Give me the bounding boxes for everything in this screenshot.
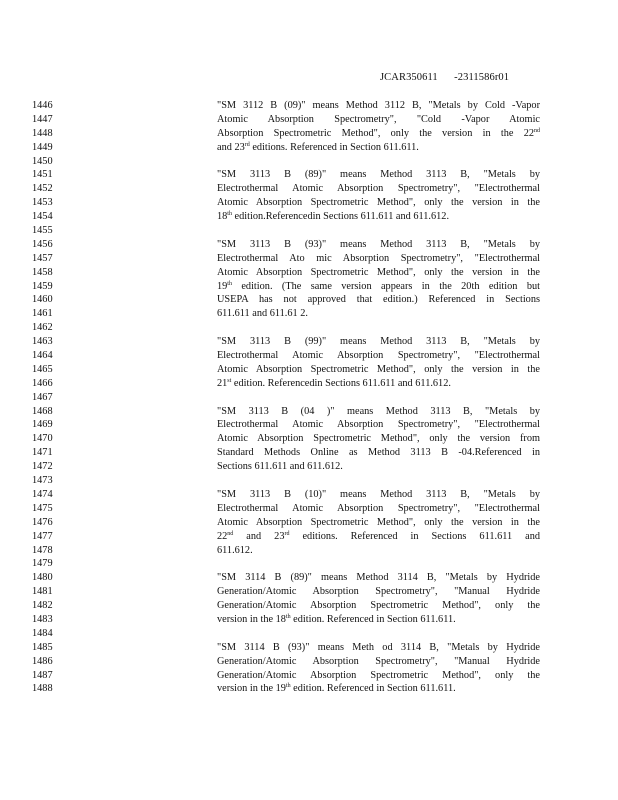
- line-number: 1480: [32, 572, 53, 584]
- text-run: edition. (The same version appears in the 20th edition but: [231, 280, 540, 292]
- line-number: 1449: [32, 141, 53, 153]
- text-line: [217, 599, 540, 613]
- blank-line: [217, 155, 540, 169]
- text-line: [217, 488, 540, 502]
- blank-line: [217, 391, 540, 405]
- text-line: [217, 280, 540, 294]
- line-number: 1463: [32, 336, 53, 348]
- text-run: edition. Referenced in Section 611.611.: [290, 683, 456, 695]
- line-number: 1461: [32, 308, 53, 320]
- text-line: [217, 530, 540, 544]
- line-number: 1452: [32, 183, 53, 195]
- text-line: [217, 613, 540, 627]
- text-run: edition. Referenced in Section 611.611.: [290, 613, 456, 625]
- line-number: 1464: [32, 350, 53, 362]
- document-body: [217, 99, 540, 696]
- text-line: [217, 363, 540, 377]
- line-number: 1476: [32, 516, 53, 528]
- text-run: 611.611 and 611.61 2.: [217, 308, 308, 320]
- line-number: 1477: [32, 530, 53, 542]
- line-number: 1451: [32, 169, 53, 181]
- text-line: [217, 335, 540, 349]
- line-number: 1479: [32, 558, 53, 570]
- text-run: 611.612.: [217, 544, 253, 556]
- text-line: [217, 377, 540, 391]
- line-number: 1446: [32, 100, 53, 111]
- text-run: Electrothermal Atomic Absorption Spectrometry", "Electrothermal: [217, 350, 540, 362]
- text-run: Generation/Atomic Absorption Spectrometric Method", only the: [217, 600, 540, 612]
- blank-line: [217, 321, 540, 335]
- text-line: [217, 405, 540, 419]
- text-line: [217, 238, 540, 252]
- text-run: "SM 3112 B (09)" means Method 3112 B, "Metals by Cold -Vapor: [217, 100, 540, 111]
- line-number: 1488: [32, 683, 53, 695]
- text-run: Atomic Absorption Spectrometric Method", only the version in the: [217, 266, 540, 278]
- text-run: "SM 3113 B (89)" means Method 3113 B, "Metals by: [217, 169, 540, 181]
- text-line: [217, 196, 540, 210]
- document-id: JCAR350611: [380, 72, 438, 83]
- text-line: [217, 127, 540, 141]
- line-number: 1485: [32, 641, 53, 653]
- blank-line: [217, 224, 540, 238]
- text-line: [217, 168, 540, 182]
- line-number: 1459: [32, 280, 53, 292]
- line-number: 1457: [32, 252, 53, 264]
- text-run: "SM 3113 B (04 )" means Method 3113 B, "Metals by: [217, 405, 540, 417]
- text-line: [217, 669, 540, 683]
- text-run: and 23: [217, 141, 245, 153]
- text-line: [217, 641, 540, 655]
- ordinal-suffix: th: [285, 613, 291, 620]
- text-line: [217, 418, 540, 432]
- text-run: version in the 19: [217, 683, 286, 695]
- text-line: [217, 682, 540, 696]
- line-number: 1467: [32, 391, 53, 403]
- ordinal-suffix: rd: [284, 530, 290, 537]
- line-number: 1447: [32, 113, 53, 125]
- document-header: [380, 72, 509, 83]
- text-run: "SM 3113 B (10)" means Method 3113 B, "Metals by: [217, 488, 540, 500]
- blank-line: [217, 557, 540, 571]
- line-number: 1456: [32, 238, 53, 250]
- line-number: 1453: [32, 197, 53, 209]
- text-run: 22: [217, 530, 228, 542]
- text-line: [217, 585, 540, 599]
- ordinal-suffix: rd: [244, 141, 250, 148]
- blank-line: [217, 474, 540, 488]
- text-line: [217, 210, 540, 224]
- text-run: "SM 3113 B (99)" means Method 3113 B, "Metals by: [217, 336, 540, 348]
- text-line: [217, 516, 540, 530]
- line-number-column: [32, 99, 72, 696]
- text-line: [217, 266, 540, 280]
- text-line: [217, 349, 540, 363]
- text-run: USEPA has not approved that edition.) Referenced in Sections: [217, 294, 540, 306]
- line-number: 1469: [32, 419, 53, 431]
- text-run: Standard Methods Online as Method 3113 B -04.Referenced in: [217, 447, 540, 459]
- document-revision: -2311586r01: [454, 72, 510, 83]
- text-line: [217, 655, 540, 669]
- text-line: [217, 502, 540, 516]
- line-number: 1470: [32, 433, 53, 445]
- text-line: [217, 293, 540, 307]
- line-number: 1484: [32, 627, 53, 639]
- line-number: 1481: [32, 586, 53, 598]
- text-run: 21: [217, 377, 228, 389]
- line-number: 1448: [32, 127, 53, 139]
- text-run: Atomic Absorption Spectrometric Method", only the version in the: [217, 363, 540, 375]
- line-number: 1478: [32, 544, 53, 556]
- text-line: [217, 182, 540, 196]
- line-number: 1482: [32, 600, 53, 612]
- text-run: editions. Referenced in Section 611.611.: [249, 141, 419, 153]
- ordinal-suffix: th: [227, 280, 232, 287]
- text-run: Electrothermal Atomic Absorption Spectrometry", "Electrothermal: [217, 183, 540, 195]
- text-run: Generation/Atomic Absorption Spectrometry", "Manual Hydride: [217, 586, 540, 598]
- line-number: 1486: [32, 655, 53, 667]
- text-run: Generation/Atomic Absorption Spectrometry", "Manual Hydride: [217, 655, 540, 667]
- line-number: 1487: [32, 669, 53, 681]
- text-run: and 23: [233, 530, 285, 542]
- line-number: 1454: [32, 211, 53, 223]
- line-number: 1473: [32, 475, 53, 487]
- text-run: Atomic Absorption Spectrometric Method", only the version from: [217, 433, 540, 445]
- line-number: 1465: [32, 363, 53, 375]
- text-line: [217, 99, 540, 113]
- line-number: 1471: [32, 447, 53, 459]
- text-line: [217, 307, 540, 321]
- ordinal-suffix: th: [285, 683, 291, 690]
- text-line: [217, 252, 540, 266]
- ordinal-suffix: st: [227, 377, 232, 384]
- line-number: 1472: [32, 461, 53, 473]
- text-line: [217, 544, 540, 558]
- text-run: Generation/Atomic Absorption Spectrometric Method", only the: [217, 669, 540, 681]
- ordinal-suffix: nd: [227, 530, 234, 537]
- text-run: edition.Referencedin Sections 611.611 and 611.612.: [231, 211, 450, 223]
- text-line: [217, 571, 540, 585]
- line-number: 1455: [32, 225, 53, 237]
- text-run: "SM 3113 B (93)" means Method 3113 B, "Metals by: [217, 238, 540, 250]
- text-line: [217, 113, 540, 127]
- text-run: Electrothermal Atomic Absorption Spectrometry", "Electrothermal: [217, 502, 540, 514]
- text-line: [217, 141, 540, 155]
- text-run: editions. Referenced in Sections 611.611 and: [289, 530, 540, 542]
- line-number: 1458: [32, 266, 53, 278]
- text-run: "SM 3114 B (93)" means Meth od 3114 B, "Metals by Hydride: [217, 641, 540, 653]
- text-run: Electrothermal Atomic Absorption Spectrometry", "Electrothermal: [217, 419, 540, 431]
- line-number: 1483: [32, 613, 53, 625]
- line-number: 1475: [32, 502, 53, 514]
- text-line: [217, 460, 540, 474]
- line-number: 1466: [32, 377, 53, 389]
- line-number: 1462: [32, 322, 53, 334]
- ordinal-suffix: nd: [534, 127, 540, 134]
- line-number: 1460: [32, 294, 53, 306]
- text-run: edition. Referencedin Sections 611.611 and 611.612.: [231, 377, 451, 389]
- ordinal-suffix: th: [227, 211, 232, 218]
- line-number: 1474: [32, 488, 53, 500]
- text-run: version in the 18: [217, 613, 286, 625]
- text-run: Electrothermal Ato mic Absorption Spectrometry", "Electrothermal: [217, 252, 540, 264]
- text-run: 18: [217, 211, 228, 223]
- text-run: Atomic Absorption Spectrometry", "Cold -Vapor Atomic: [217, 113, 540, 125]
- text-line: [217, 432, 540, 446]
- text-run: Atomic Absorption Spectrometric Method", only the version in the: [217, 516, 540, 528]
- blank-line: [217, 627, 540, 641]
- text-run: Atomic Absorption Spectrometric Method", only the version in the: [217, 197, 540, 209]
- line-number: 1450: [32, 155, 53, 167]
- text-line: [217, 446, 540, 460]
- text-run: "SM 3114 B (89)" means Method 3114 B, "Metals by Hydride: [217, 572, 540, 584]
- text-run: Sections 611.611 and 611.612.: [217, 461, 343, 473]
- line-number: 1468: [32, 405, 53, 417]
- text-run: Absorption Spectrometric Method", only the version in the 22: [217, 127, 534, 139]
- text-run: 19: [217, 280, 228, 292]
